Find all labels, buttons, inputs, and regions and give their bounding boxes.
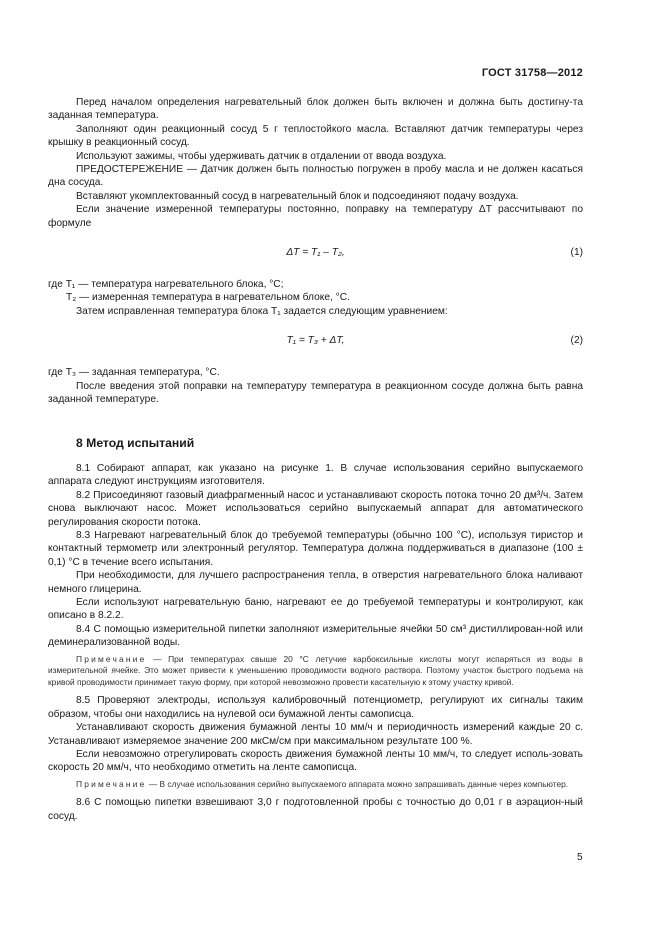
paragraph: Если невозможно отрегулировать скорость движения бумажной ленты 10 мм/ч, то следует исполь-зовать скорость 20 мм/ч, что необходимо отметить на ленте самописца.: [48, 749, 583, 774]
paragraph: Затем исправленная температура блока T₁ задается следующим уравнением:: [76, 305, 448, 317]
note-label: Примечание: [76, 653, 147, 664]
note-label: Примечание: [76, 778, 147, 789]
page-number: 5: [577, 852, 583, 863]
warning-paragraph: ПРЕДОСТЕРЕЖЕНИЕ — Датчик должен быть полностью погружен в пробу масла и не должен касаться дна сосуда.: [48, 164, 583, 189]
paragraph: Перед началом определения нагревательный блок должен быть включен и должна быть достигну-та заданная температура.: [48, 97, 583, 122]
standard-header: ГОСТ 31758—2012: [481, 67, 583, 79]
clause-8-6: 8.6 С помощью пипетки взвешивают 3,0 г подготовленной пробы с точностью до 0,01 г в аэрацион-ный сосуд.: [48, 797, 583, 822]
formula-number: (2): [570, 335, 583, 347]
clause-8-3: 8.3 Нагревают нагревательный блок до требуемой температуры (обычно 100 °C), используя тиристор и контактный термометр или электронный регулятор. Температура должна поддерживаться в диапазоне (100 ± 0,1) °C в течение всего испытания.: [48, 529, 583, 568]
formula-number: (1): [570, 247, 583, 259]
paragraph: Вставляют укомплектованный сосуд в нагревательный блок и подсоединяют подачу воздуха.: [76, 190, 519, 202]
formula-2: [48, 334, 583, 348]
where-line: где T₃ — заданная температура, °C.: [48, 367, 220, 379]
paragraph: Если используют нагревательную баню, нагревают ее до требуемой температуры и контролируют, как описано в 8.2.2.: [48, 596, 583, 622]
paragraph: Если значение измеренной температуры постоянно, поправку на температуру ΔT рассчитывают по формуле: [48, 204, 583, 229]
formula-expression: T₁ = T₃ + ΔT,: [286, 335, 345, 347]
note-text: — В случае использования серийно выпускаемого аппарата можно запрашивать данные через компьютер.: [146, 778, 569, 789]
clause-8-5: 8.5 Проверяют электроды, используя калибровочный потенциометр, регулируют их сигналы таким образом, чтобы они находились на нулевой оси бумажной ленты самописца.: [48, 695, 583, 720]
page-content: [48, 96, 583, 823]
where-line: T₂ — измеренная температура в нагревательном блоке, °C.: [66, 292, 350, 304]
paragraph: При необходимости, для лучшего распространения тепла, в отверстия нагревательного блока наливают немного глицерина.: [48, 570, 583, 595]
where-line: где T₁ — температура нагревательного блока, °C;: [48, 279, 284, 291]
paragraph: После введения этой поправки на температуру температура в реакционном сосуде должна быть равна заданной температуре.: [48, 380, 583, 406]
paragraph: Устанавливают скорость движения бумажной ленты 10 мм/ч и периодичность измерений каждые 20 с. Устанавливают измеряемое значение 200 мкСм/см при максимальном результате 100 %.: [48, 722, 583, 747]
note: [48, 654, 583, 689]
paragraph: Используют зажимы, чтобы удерживать датчик в отдалении от ввода воздуха.: [76, 150, 447, 162]
clause-8-2: 8.2 Присоединяют газовый диафрагменный насос и устанавливают скорость потока точно 20 дм³/ч. Затем снова выключают насос. Может использоваться серийно выпускаемый аппарат для автоматического регулирования скорости потока.: [48, 489, 583, 528]
clause-8-4: 8.4 С помощью измерительной пипетки заполняют измерительные ячейки 50 см³ дистиллирован-ной или деминерализованной воды.: [48, 623, 583, 649]
formula-1: [48, 246, 583, 260]
note-text: — При температурах свыше 20 °С летучие карбоксильные кислоты могут испаряться из воды в измерительной ячейке. Это может привести к уменьшению проводимости водного раствора. Поэтому участок быстрого подъема на кривой проводимости принимает такую форму, при которой невозможно провести касательную к этому участку кривой.: [48, 653, 583, 687]
note: [48, 779, 583, 791]
formula-expression: ΔT = T₁ – T₂,: [286, 247, 345, 259]
paragraph: Заполняют один реакционный сосуд 5 г теплостойкого масла. Вставляют датчик температуры через крышку в реакционный сосуд.: [48, 123, 583, 149]
section-heading: 8 Метод испытаний: [76, 435, 195, 450]
clause-8-1: 8.1 Собирают аппарат, как указано на рисунке 1. В случае использования серийно выпускаемого аппарата следуют инструкциям изготовителя.: [48, 462, 583, 488]
